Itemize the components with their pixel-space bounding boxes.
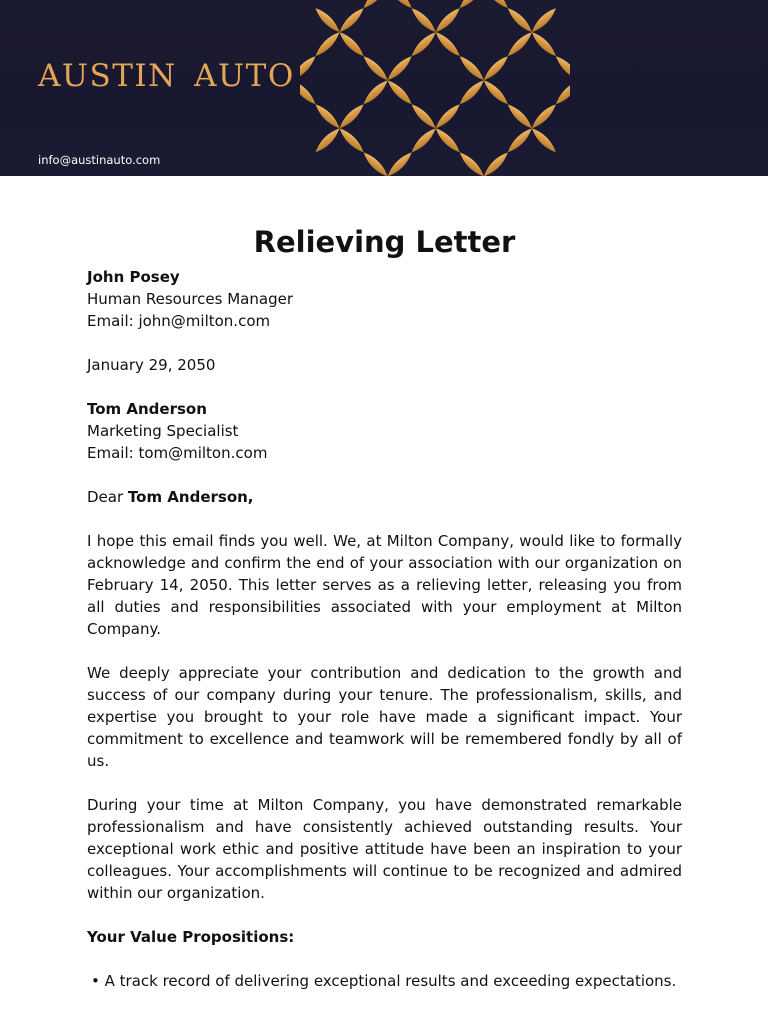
- value-propositions-heading: Your Value Propositions:: [87, 928, 295, 946]
- salutation-prefix: Dear: [87, 488, 128, 506]
- sender-role: Human Resources Manager: [87, 290, 293, 308]
- salutation-name: Tom Anderson,: [127, 488, 254, 506]
- recipient-block: [87, 398, 682, 464]
- letter-body: [87, 176, 682, 992]
- sender-email: Email: john@milton.com: [87, 312, 271, 330]
- list-item: • A track record of delivering exceptional results and exceeding expectations.: [91, 972, 677, 990]
- company-logo-text: AUSTIN AUTO: [38, 58, 295, 94]
- body-paragraph: I hope this email finds you well. We, at Milton Company, would like to formally acknowledge and confirm the end of your association with our organization on February 14, 2050. This letter serves as a relieving letter, releasing you from all duties and responsibilities associated with your employment at Milton Company.: [87, 532, 682, 638]
- body-paragraph: We deeply appreciate your contribution and dedication to the growth and success of our company during your tenure. The professionalism, skills, and expertise you brought to your role have made a significant impact. Your commitment to excellence and teamwork will be remembered fondly by all of us.: [87, 664, 682, 770]
- gold-petal-pattern: [300, 0, 570, 176]
- recipient-email: Email: tom@milton.com: [87, 444, 268, 462]
- recipient-role: Marketing Specialist: [87, 422, 239, 440]
- letter-date: January 29, 2050: [87, 356, 216, 374]
- sender-name: John Posey: [87, 268, 180, 286]
- header-email: info@austinauto.com: [38, 153, 161, 167]
- salutation: [87, 486, 682, 508]
- letterhead: [0, 0, 768, 176]
- body-paragraph: During your time at Milton Company, you have demonstrated remarkable professionalism and have consistently achieved outstanding results. Your exceptional work ethic and positive attitude have been an inspiration to your colleagues. Your accomplishments will continue to be recognized and admired within our organization.: [87, 796, 682, 902]
- sender-block: [87, 266, 682, 332]
- recipient-name: Tom Anderson: [87, 400, 207, 418]
- page-title: Relieving Letter: [253, 225, 516, 259]
